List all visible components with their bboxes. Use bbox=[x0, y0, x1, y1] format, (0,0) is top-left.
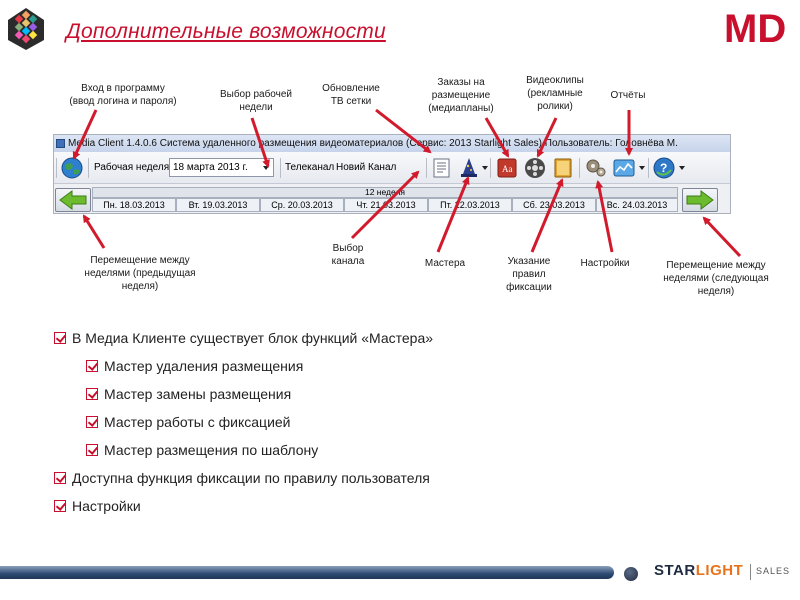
svg-text:?: ? bbox=[660, 161, 668, 175]
bullet-item bbox=[86, 442, 318, 458]
film-reel-icon[interactable] bbox=[523, 156, 547, 180]
checkmark-icon bbox=[54, 332, 66, 344]
day-column-header[interactable]: Вс. 24.03.2013 bbox=[596, 198, 678, 212]
fixation-rules-book-icon[interactable] bbox=[551, 156, 575, 180]
bullet-text: Доступна функция фиксации по правилу пользователя bbox=[72, 470, 430, 486]
footer-bar bbox=[0, 566, 614, 579]
chevron-down-icon[interactable] bbox=[482, 166, 488, 170]
chevron-down-icon[interactable] bbox=[263, 166, 269, 170]
md-logo-letters: MD bbox=[724, 7, 787, 50]
app-logo-icon bbox=[56, 139, 65, 148]
arrow-left-icon bbox=[56, 189, 90, 211]
channel-label: Телеканал bbox=[285, 162, 335, 173]
wizard-hat-icon[interactable] bbox=[457, 156, 481, 180]
prev-week-button[interactable] bbox=[55, 188, 91, 212]
app-title-text: Media Client 1.4.0.6 Система удаленного размещения видеоматериалов (Сервис: 2013 Starlight Sales) Пользователь: Головнёва М. bbox=[68, 138, 678, 149]
day-column-header[interactable]: Чт. 21.03.2013 bbox=[344, 198, 428, 212]
bullet-item bbox=[86, 414, 291, 430]
day-column-header[interactable]: Сб. 23.03.2013 bbox=[512, 198, 596, 212]
channel-select[interactable] bbox=[332, 158, 424, 177]
md-brand-logo bbox=[722, 2, 794, 50]
next-week-button[interactable] bbox=[682, 188, 718, 212]
toolbar-grip bbox=[56, 158, 57, 178]
callout-wizards: Мастера bbox=[424, 258, 466, 269]
footer-dot bbox=[624, 567, 638, 581]
bullet-item bbox=[54, 498, 141, 514]
arrow-next-week bbox=[704, 218, 740, 256]
chevron-down-icon[interactable] bbox=[639, 166, 645, 170]
reports-chart-icon[interactable] bbox=[612, 156, 636, 180]
callout-settings: Настройки bbox=[580, 258, 630, 269]
checkmark-icon bbox=[86, 416, 98, 428]
channel-value: Новий Канал bbox=[336, 162, 397, 173]
week-number-header: 12 неделя bbox=[92, 187, 678, 198]
callout-tv-update: Обновление ТВ сетки bbox=[322, 83, 380, 107]
checkmark-icon bbox=[86, 444, 98, 456]
work-week-label: Рабочая неделя bbox=[94, 162, 170, 173]
arrow-right-icon bbox=[683, 189, 717, 211]
sales-label: SALES bbox=[756, 566, 791, 576]
arrow-prev-week bbox=[84, 216, 104, 248]
checkmark-icon bbox=[54, 472, 66, 484]
callout-week-select: Выбор рабочей недели bbox=[219, 89, 293, 113]
work-week-value: 18 марта 2013 г. bbox=[173, 162, 248, 173]
callout-channel-select: Выбор канала bbox=[331, 243, 365, 267]
toolbar-separator bbox=[579, 158, 580, 178]
day-column-header[interactable]: Ср. 20.03.2013 bbox=[260, 198, 344, 212]
callout-reports: Отчёты bbox=[610, 90, 646, 101]
bullet-text: В Медиа Клиенте существует блок функций «Мастера» bbox=[72, 330, 434, 346]
checkmark-icon bbox=[86, 388, 98, 400]
callout-prev-week: Перемещение между неделями (предыдущая неделя) bbox=[84, 255, 196, 292]
callout-login: Вход в программу (ввод логина и пароля) bbox=[69, 83, 177, 107]
bullet-text: Настройки bbox=[72, 498, 141, 514]
bullet-item bbox=[54, 330, 433, 346]
toolbar-separator bbox=[88, 158, 89, 178]
bullet-item bbox=[86, 358, 303, 374]
checkmark-icon bbox=[54, 500, 66, 512]
week-navigator bbox=[54, 185, 730, 214]
bullet-item bbox=[54, 470, 430, 486]
app-titlebar bbox=[54, 135, 730, 152]
tv-grid-update-icon[interactable] bbox=[430, 156, 454, 180]
help-icon[interactable] bbox=[652, 156, 676, 180]
toolbar-separator bbox=[648, 158, 649, 178]
callout-orders: Заказы на размещение (медиапланы) bbox=[428, 77, 494, 114]
toolbar-separator bbox=[490, 158, 491, 178]
bullet-text: Мастер замены размещения bbox=[104, 386, 292, 402]
day-column-header[interactable]: Пн. 18.03.2013 bbox=[92, 198, 176, 212]
slide-title: Дополнительные возможности bbox=[66, 20, 386, 43]
work-week-date-picker[interactable] bbox=[169, 158, 274, 177]
app-toolbar bbox=[54, 152, 730, 184]
settings-gears-icon[interactable] bbox=[584, 156, 608, 180]
bullet-text: Мастер удаления размещения bbox=[104, 358, 304, 374]
bullet-text: Мастер работы с фиксацией bbox=[104, 414, 291, 430]
callout-videoclips: Видеоклипы (рекламные ролики) bbox=[526, 75, 584, 112]
app-window bbox=[53, 134, 731, 214]
callout-fixation-rules: Указание правил фиксации bbox=[506, 256, 552, 293]
day-column-header[interactable]: Вт. 19.03.2013 bbox=[176, 198, 260, 212]
svg-text:Aa: Aa bbox=[502, 164, 513, 174]
starlight-logo: STARLIGHT bbox=[654, 562, 744, 579]
logo-cube-icon bbox=[6, 6, 46, 52]
toolbar-separator bbox=[280, 158, 281, 178]
logo-divider bbox=[750, 564, 751, 580]
callout-next-week: Перемещение между неделями (следующая неделя) bbox=[663, 260, 769, 297]
media-plan-orders-icon[interactable] bbox=[495, 156, 519, 180]
toolbar-separator bbox=[426, 158, 427, 178]
day-column-header[interactable]: Пт. 22.03.2013 bbox=[428, 198, 512, 212]
chevron-down-icon[interactable] bbox=[679, 166, 685, 170]
login-globe-icon[interactable] bbox=[60, 156, 84, 180]
bullet-text: Мастер размещения по шаблону bbox=[104, 442, 319, 458]
checkmark-icon bbox=[86, 360, 98, 372]
bullet-item bbox=[86, 386, 291, 402]
